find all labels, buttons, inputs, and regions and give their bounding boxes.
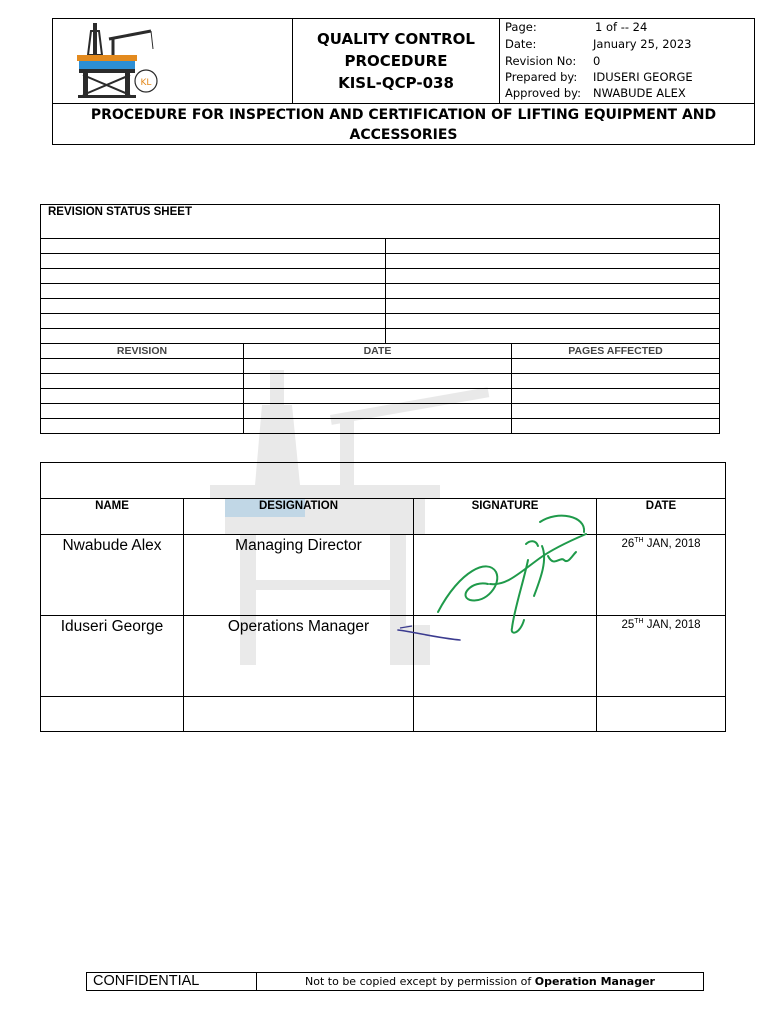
- col-signature: SIGNATURE: [414, 499, 597, 535]
- table-header-row: [41, 344, 720, 359]
- meta-approved-value: NWABUDE ALEX: [593, 86, 686, 100]
- logo-cell: [53, 19, 293, 103]
- meta-approved: [505, 85, 686, 101]
- col-date: DATE: [597, 499, 726, 535]
- table-row: [41, 314, 720, 329]
- approval-table-header: [41, 499, 726, 535]
- meta-page-label: Page:: [505, 20, 537, 34]
- meta-date-label: Date:: [505, 37, 537, 51]
- revision-upper-grid: [40, 238, 720, 344]
- table-row: [41, 359, 720, 374]
- revision-history-table: [40, 343, 720, 434]
- revision-status-sheet: [40, 204, 720, 434]
- document-code: KISL-QCP-038: [338, 74, 454, 92]
- table-row: [41, 269, 720, 284]
- col-pages-affected: PAGES AFFECTED: [512, 344, 720, 359]
- meta-page-value: 1 of -- 24: [595, 20, 648, 34]
- meta-date: [505, 36, 691, 52]
- table-row: [41, 697, 726, 732]
- document-meta: [500, 19, 754, 103]
- meta-prepared: [505, 69, 693, 85]
- approval-table: [40, 462, 726, 732]
- col-name: NAME: [41, 499, 184, 535]
- meta-revision-value: 0: [593, 54, 601, 68]
- meta-revision-label: Revision No:: [505, 54, 577, 68]
- handwritten-signature: [390, 500, 600, 650]
- col-designation: DESIGNATION: [184, 499, 414, 535]
- meta-prepared-label: Prepared by:: [505, 70, 578, 84]
- title-cell: [293, 19, 500, 103]
- revision-sheet-title: REVISION STATUS SHEET: [40, 204, 720, 238]
- copy-notice: Not to be copied except by permission of Operation Manager: [305, 975, 655, 988]
- table-row: [41, 535, 726, 616]
- table-row: [41, 404, 720, 419]
- meta-approved-label: Approved by:: [505, 86, 581, 100]
- page-footer: [86, 972, 704, 991]
- meta-prepared-value: IDUSERI GEORGE: [593, 70, 693, 84]
- table-row: [41, 299, 720, 314]
- table-row: [41, 389, 720, 404]
- prepared-date: 25TH JAN, 2018: [597, 616, 726, 697]
- preparer-designation: Operations Manager: [184, 616, 414, 697]
- table-row: [41, 419, 720, 434]
- table-row: [41, 374, 720, 389]
- col-revision: REVISION: [41, 344, 244, 359]
- table-row: [41, 239, 720, 254]
- table-row: [41, 284, 720, 299]
- confidential-label: CONFIDENTIAL: [87, 973, 257, 990]
- document-header: [52, 18, 755, 145]
- meta-revision: [505, 53, 600, 69]
- title-line-1: QUALITY CONTROL: [317, 30, 475, 48]
- meta-page: [505, 19, 647, 35]
- approval-table-wrap: [40, 462, 726, 732]
- table-row: [41, 254, 720, 269]
- logo-text: KL: [140, 78, 152, 88]
- meta-date-value: January 25, 2023: [593, 37, 692, 51]
- approver-name: Nwabude Alex: [41, 535, 184, 616]
- table-row: [41, 329, 720, 344]
- preparer-name: Iduseri George: [41, 616, 184, 697]
- document-subtitle: PROCEDURE FOR INSPECTION AND CERTIFICATION OF LIFTING EQUIPMENT AND ACCESSORIES: [53, 103, 754, 144]
- col-date: DATE: [244, 344, 512, 359]
- approval-date: 26TH JAN, 2018: [597, 535, 726, 616]
- table-row: [41, 616, 726, 697]
- approver-designation: Managing Director: [184, 535, 414, 616]
- company-rig-logo: [73, 21, 163, 99]
- title-line-2: PROCEDURE: [344, 52, 448, 70]
- approval-table-top-row: [41, 463, 726, 499]
